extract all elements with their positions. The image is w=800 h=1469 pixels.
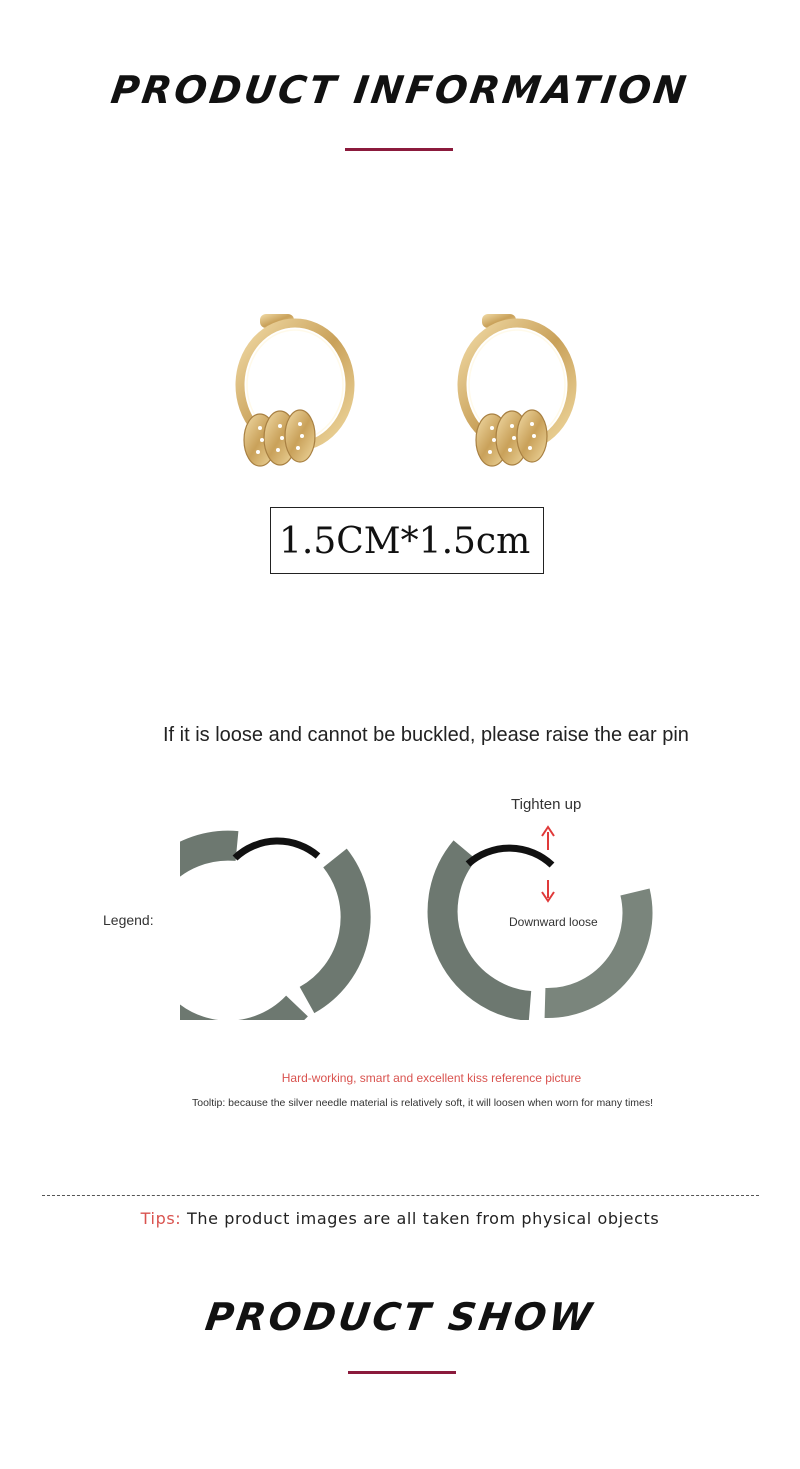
- section-title-product-show: PRODUCT SHOW: [202, 1295, 598, 1339]
- size-label: 1.5CM*1.5cm: [270, 507, 544, 574]
- downward-loose-label: Downward loose: [509, 915, 598, 929]
- title-underline-2: [348, 1371, 456, 1374]
- tooltip-note: Tooltip: because the silver needle material is relatively soft, it will loosen when worn for many times!: [192, 1097, 654, 1109]
- normal-ring-diagram: [180, 841, 356, 1020]
- tighten-label: Tighten up: [511, 796, 582, 813]
- tips-line: [0, 1209, 800, 1228]
- reference-caption: Hard-working, smart and excellent kiss reference picture: [281, 1071, 582, 1085]
- left-earring: [240, 314, 350, 466]
- legend-label: Legend:: [103, 912, 154, 928]
- tips-label: Tips:: [140, 1209, 182, 1228]
- down-arrow-icon: [542, 880, 554, 901]
- section-title-product-information: PRODUCT INFORMATION: [108, 68, 692, 112]
- tips-text: The product images are all taken from physical objects: [186, 1209, 660, 1228]
- earrings-product-image: [180, 300, 620, 490]
- instruction-heading: If it is loose and cannot be buckled, please raise the ear pin: [163, 724, 689, 746]
- up-arrow-icon: [542, 827, 554, 850]
- right-earring: [462, 314, 572, 466]
- dashed-divider: [42, 1195, 759, 1196]
- title-underline: [345, 148, 453, 151]
